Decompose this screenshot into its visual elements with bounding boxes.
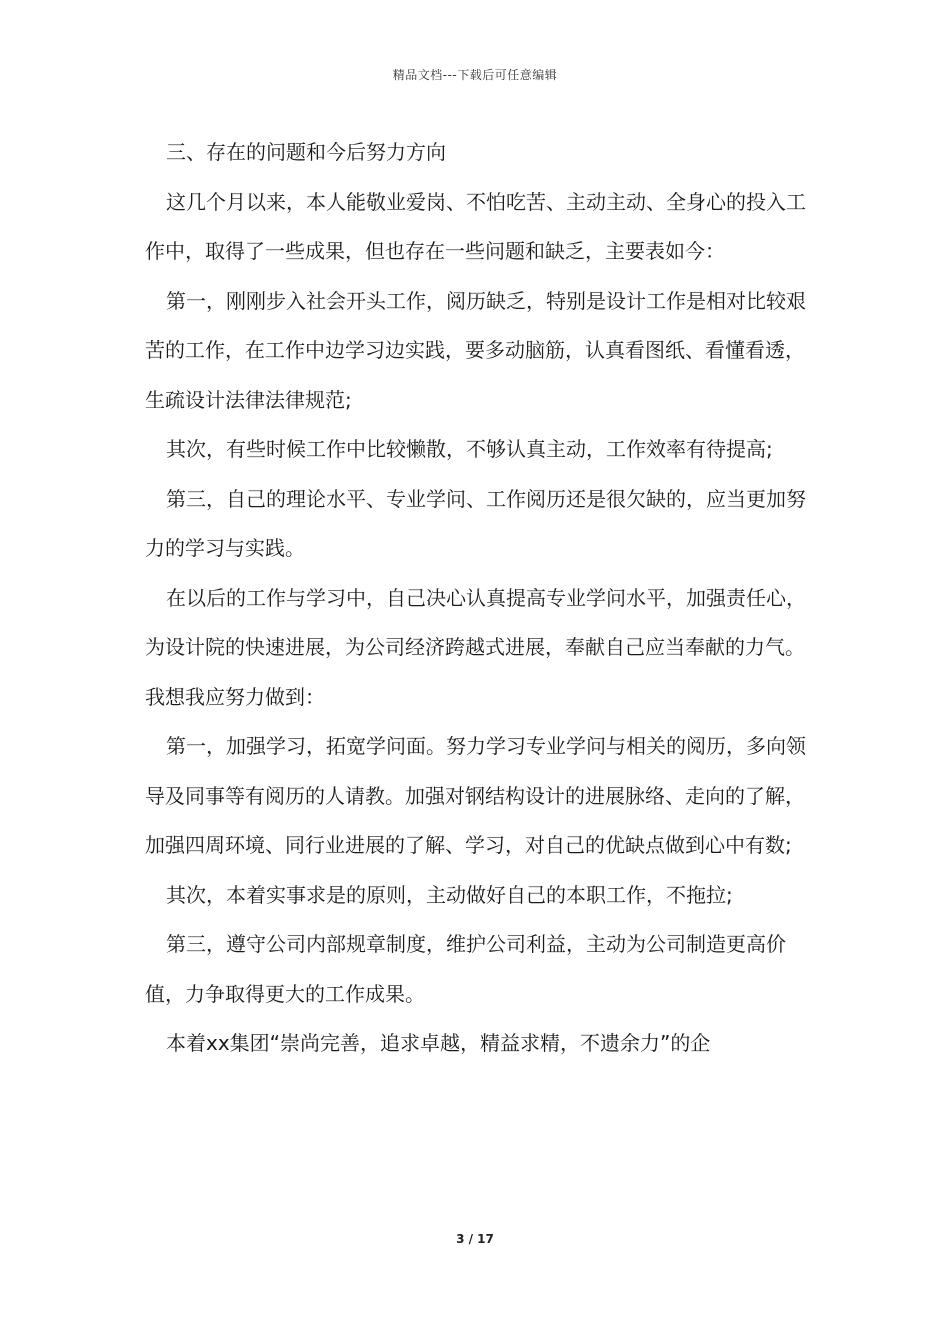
section-heading: 三、存在的问题和今后努力方向 xyxy=(166,140,446,164)
document-body xyxy=(145,128,815,1069)
page-number: 3 / 17 xyxy=(456,1232,494,1246)
paragraph: 在以后的工作与学习中，自己决心认真提高专业学问水平，加强责任心，为设计院的快速进展，为公司经济跨越式进展，奉献自己应当奉献的力气。我想我应努力做到： xyxy=(145,585,806,709)
paragraph: 第一，加强学习，拓宽学问面。努力学习专业学问与相关的阅历，多向领导及同事等有阅历的人请教。加强对钢结构设计的进展脉络、走向的了解，加强四周环境、同行业进展的了解、学习，对自己的优缺点做到心中有数; xyxy=(145,734,806,857)
paragraph: 其次，有些时候工作中比较懒散，不够认真主动，工作效率有待提高; xyxy=(166,437,773,461)
paragraph: 这几个月以来，本人能敬业爱岗、不怕吃苦、主动主动、全身心的投入工作中，取得了一些成果，但也存在一些问题和缺乏，主要表如今： xyxy=(145,189,806,263)
paragraph: 第三，遵守公司内部规章制度，维护公司利益，主动为公司制造更高价值，力争取得更大的工作成果。 xyxy=(145,932,786,1006)
paragraph: 本着xx集团“崇尚完善，追求卓越，精益求精，不遗余力”的企 xyxy=(166,1031,711,1055)
page-header: 精品文档---下载后可任意编辑 xyxy=(392,68,558,82)
paragraph: 其次，本着实事求是的原则，主动做好自己的本职工作，不拖拉; xyxy=(166,882,733,907)
paragraph: 第三，自己的理论水平、专业学问、工作阅历还是很欠缺的，应当更加努力的学习与实践。 xyxy=(145,486,806,560)
paragraph: 第一，刚刚步入社会开头工作，阅历缺乏，特别是设计工作是相对比较艰苦的工作，在工作中边学习边实践，要多动脑筋，认真看图纸、看懂看透，生疏设计法律法律规范; xyxy=(145,288,806,412)
